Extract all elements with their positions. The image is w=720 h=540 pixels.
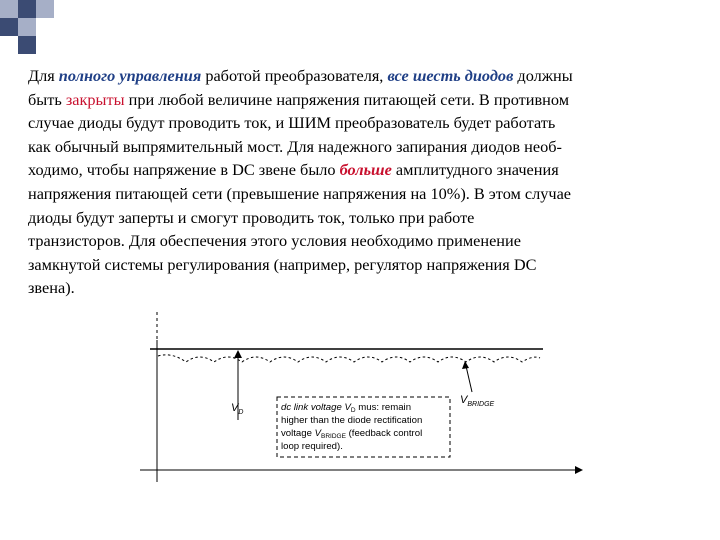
text-run: работой преобразователя, <box>201 66 388 85</box>
note-line: loop required). <box>281 441 343 452</box>
highlight-greater: больше <box>339 160 392 180</box>
paragraph-line: диоды будут заперты и смогут проводить ток, только при работе <box>28 207 475 227</box>
highlight-closed: закрыты <box>65 89 125 109</box>
note-text <box>281 402 422 452</box>
text-run: Для <box>28 66 59 85</box>
text-run: амплитудного значения <box>391 160 559 180</box>
note-line: higher than the diode rectification <box>281 415 423 426</box>
vbridge-arrow-head <box>462 361 469 369</box>
vbridge-arrow <box>466 366 472 392</box>
paragraph-line: напряжения питающей сети (превышение напряжения на 10%). В этом случае <box>28 183 572 203</box>
paragraph-line: транзисторов. Для обеспечения этого условия необходимо применение <box>28 231 521 251</box>
note-line: dc link voltage $V_D$ mus: remain <box>281 402 412 414</box>
vbridge-label: $V_{BRIDGE}$ <box>460 394 495 408</box>
text-run: ходимо, чтобы напряжение в DC звене было <box>28 160 340 180</box>
emphasis-full-control: полного управления <box>58 66 202 85</box>
vd-arrow-head <box>234 350 242 358</box>
paragraph-line: как обычный выпрямительный мост. Для надежного запирания диодов необ- <box>28 136 562 156</box>
paragraph-line: случае диоды будут проводить ток, и ШИМ преобразователь будет работать <box>28 113 556 133</box>
paragraph-line: звена). <box>28 278 75 298</box>
bridge-ripple <box>158 355 540 362</box>
paragraph-line: замкнутой системы регулирования (например, регулятор напряжения DC <box>28 254 537 274</box>
text-run: должны <box>513 66 573 85</box>
note-line: voltage $V_{BRIDGE}$ (feedback control <box>281 428 423 440</box>
text-run: при любой величине напряжения питающей сети. В противном <box>124 89 569 109</box>
x-axis-arrow <box>575 466 583 474</box>
text-run: быть <box>28 89 66 109</box>
vd-label: $V_D$ <box>231 402 244 416</box>
emphasis-six-diodes: все шесть диодов <box>387 66 514 85</box>
